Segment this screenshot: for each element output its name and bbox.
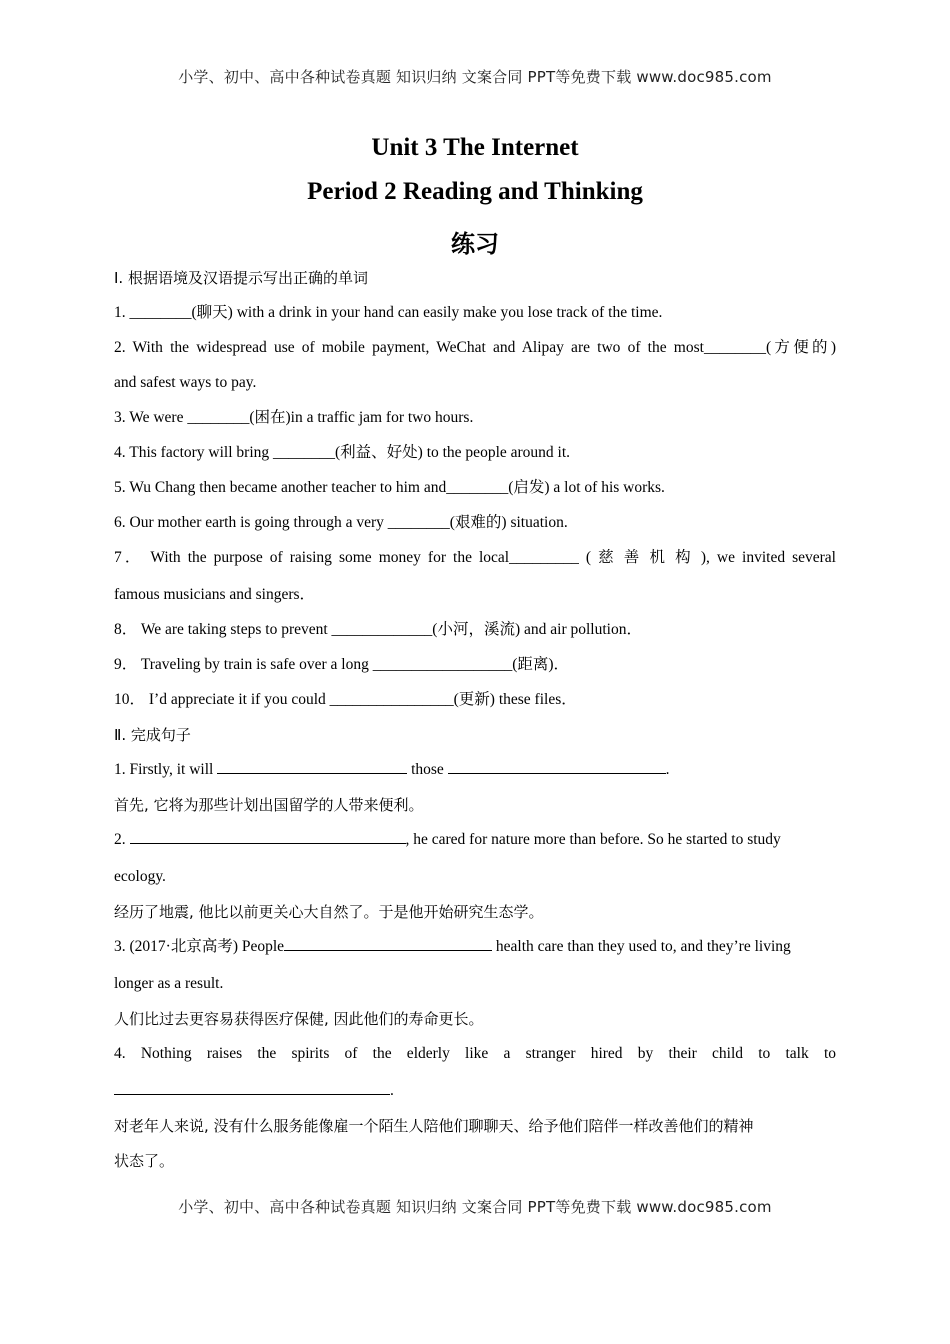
section2-q4-translation-1: 对老年人来说, 没有什么服务能像雇一个陌生人陪他们聊聊天、给予他们陪伴一样改善他们的精神 <box>114 1117 754 1135</box>
worksheet-content <box>114 264 836 1182</box>
q4-text-b: . <box>390 1082 394 1099</box>
section2-q2 <box>114 826 836 863</box>
q3-text-a: 3. (2017·北京高考) People <box>114 938 285 955</box>
practice-title: 练习 <box>451 230 499 258</box>
q2-blank-1[interactable] <box>130 828 406 844</box>
section2-q1 <box>114 756 836 791</box>
q1-text-b: those <box>411 761 444 778</box>
section2-q4-translation-2: 状态了。 <box>114 1152 175 1170</box>
q4-blank-1[interactable] <box>114 1079 390 1095</box>
period-title: Period 2 Reading and Thinking <box>307 178 643 205</box>
section1-item-10: 10． I’d appreciate it if you could ________________(更新) these files． <box>114 691 577 708</box>
section2-q2-translation: 经历了地震, 他比以前更关心大自然了。于是他开始研究生态学。 <box>114 903 544 921</box>
unit-title: Unit 3 The Internet <box>371 134 579 161</box>
q3-blank-1[interactable] <box>284 935 492 951</box>
section2-heading: Ⅱ. 完成句子 <box>114 726 191 744</box>
section2-q3-translation: 人们比过去更容易获得医疗保健, 因此他们的寿命更长。 <box>114 1010 484 1028</box>
section2-q4: 4. Nothing raises the spirits of the elderly like a stranger hired by their child to talk to <box>114 1045 836 1062</box>
section1-item-8: 8． We are taking steps to prevent _____________(小河，溪流) and air pollution． <box>114 621 642 638</box>
section2-q3 <box>114 933 836 970</box>
section1-item-7-cont: famous musicians and singers． <box>114 586 316 603</box>
section1-item-3: 3. We were ________(困在)in a traffic jam for two hours. <box>114 409 474 426</box>
header-banner: 小学、初中、高中各种试卷真题 知识归纳 文案合同 PPT等免费下载 www.doc985.com <box>178 68 772 86</box>
section2-q2-cont: ecology. <box>114 868 166 885</box>
q3-text-b: health care than they used to, and they’re living <box>492 938 791 955</box>
q1-blank-1[interactable] <box>217 758 407 774</box>
section1-item-1: 1. ________(聊天) with a drink in your hand can easily make you lose track of the time. <box>114 304 663 321</box>
q1-text-a: 1. Firstly, it will <box>114 761 214 778</box>
section2-q4-blank-line <box>114 1077 836 1112</box>
q1-blank-2[interactable] <box>448 758 666 774</box>
section1-item-2: 2. With the widespread use of mobile payment, WeChat and Alipay are two of the most________(方便的) <box>114 339 836 356</box>
q2-text-a: 2. <box>114 831 126 848</box>
section2-q3-cont: longer as a result. <box>114 975 224 992</box>
q1-text-c: . <box>665 761 670 778</box>
section1-item-6: 6. Our mother earth is going through a very ________(艰难的) situation. <box>114 514 568 531</box>
section1-item-7: 7． With the purpose of raising some money for the local_________ ( 慈 善 机 构 ), we invited several <box>114 549 836 566</box>
section2-q1-translation: 首先, 它将为那些计划出国留学的人带来便利。 <box>114 796 424 814</box>
section1-item-2-cont: and safest ways to pay. <box>114 374 257 391</box>
footer-banner: 小学、初中、高中各种试卷真题 知识归纳 文案合同 PPT等免费下载 www.doc985.com <box>178 1198 772 1216</box>
q2-text-b: , he cared for nature more than before. So he started to study <box>405 831 781 848</box>
section1-heading: Ⅰ. 根据语境及汉语提示写出正确的单词 <box>114 269 368 287</box>
section1-item-4: 4. This factory will bring ________(利益、好处) to the people around it. <box>114 444 571 461</box>
section1-item-5: 5. Wu Chang then became another teacher to him and________(启发) a lot of his works. <box>114 479 665 496</box>
section1-item-9: 9． Traveling by train is safe over a long __________________(距离)． <box>114 656 570 673</box>
